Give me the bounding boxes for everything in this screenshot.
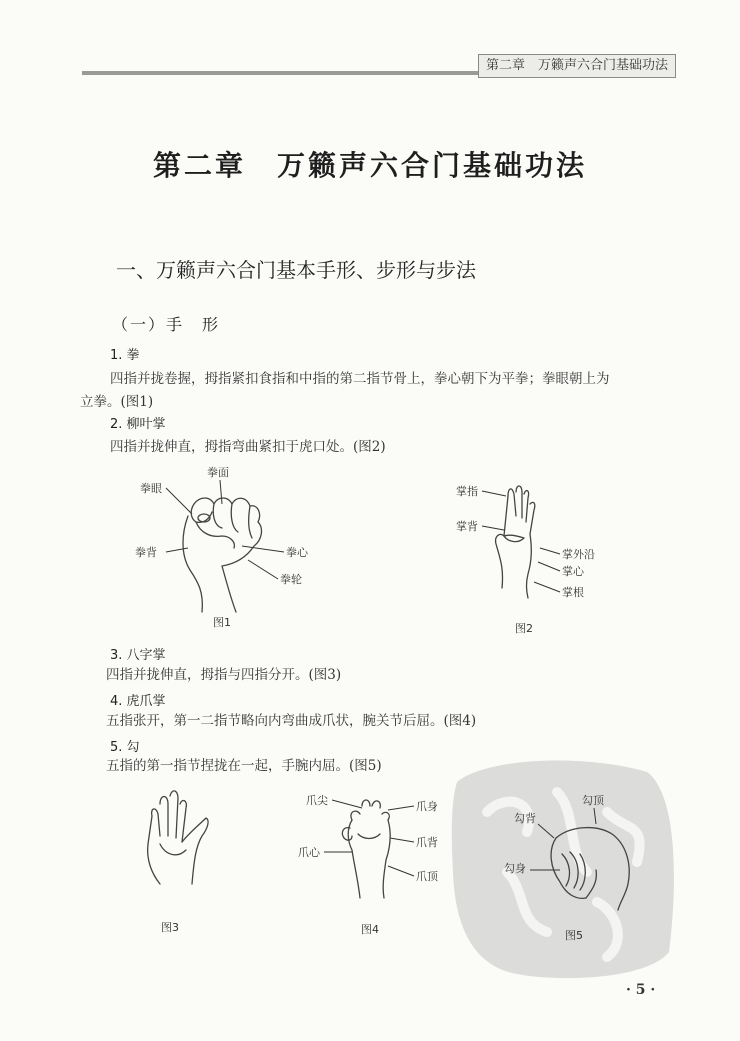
figure-1-fist (130, 462, 340, 622)
fig5-label-top: 勾顶 (582, 794, 604, 807)
fig1-label-face: 拳面 (207, 466, 229, 479)
item-text-fist-line1: 四指并拢卷握，拇指紧扣食指和中指的第二指节骨上，拳心朝下为平拳；拳眼朝上为 (110, 371, 610, 387)
fig1-label-eye: 拳眼 (140, 482, 162, 495)
fig4-label-back: 爪背 (416, 836, 438, 849)
running-header: 第二章 万籁声六合门基础功法 (478, 54, 676, 78)
fig1-caption: 图1 (213, 616, 231, 629)
item-heading-tiger-claw: 4. 虎爪掌 (110, 694, 166, 709)
fist-drawing (183, 498, 261, 612)
header-rule (82, 71, 478, 75)
item-text-fist-line2: 立拳。(图1) (80, 394, 154, 410)
item-heading-hook: 5. 勾 (110, 740, 140, 755)
figure-2-willow-palm (448, 478, 618, 608)
fig2-label-fingers: 掌指 (456, 485, 478, 498)
willow-palm-drawing (496, 486, 535, 598)
fig4-label-body: 爪身 (416, 800, 438, 813)
fig2-caption: 图2 (515, 622, 533, 635)
fig1-label-wheel: 拳轮 (280, 573, 302, 586)
item-text-tiger-claw: 五指张开，第一二指节略向内弯曲成爪状，腕关节后屈。(图4) (106, 713, 477, 729)
fig4-label-tip: 爪尖 (306, 794, 328, 807)
section-heading: 一、万籁声六合门基本手形、步形与步法 (116, 258, 476, 282)
figure-4-tiger-claw (296, 790, 456, 900)
fig5-caption: 图5 (565, 929, 583, 942)
page-number: · 5 · (626, 982, 656, 998)
fig2-label-palm-root: 掌根 (562, 586, 584, 599)
fig1-label-heart: 拳心 (286, 546, 308, 559)
fig1-label-back: 拳背 (135, 546, 157, 559)
fig2-label-outer-edge: 掌外沿 (562, 548, 595, 561)
item-text-eight-palm: 四指并拢伸直，拇指与四指分开。(图3) (106, 667, 342, 683)
item-text-willow-palm: 四指并拢伸直，拇指弯曲紧扣于虎口处。(图2) (110, 439, 386, 455)
fig2-label-palm-heart: 掌心 (562, 565, 584, 578)
item-heading-fist: 1. 拳 (110, 348, 140, 363)
tiger-claw-drawing (342, 800, 390, 898)
fig5-label-body: 勾身 (504, 862, 526, 875)
chapter-title: 第二章 万籁声六合门基础功法 (152, 149, 587, 182)
fig4-label-top: 爪顶 (416, 870, 438, 883)
hook-drawing (551, 828, 629, 910)
figure-3-eight-palm (130, 784, 220, 894)
fig4-caption: 图4 (361, 923, 379, 936)
item-text-hook: 五指的第一指节捏拢在一起，手腕内屈。(图5) (106, 758, 382, 774)
eight-palm-drawing (148, 791, 208, 884)
fig4-label-heart: 爪心 (298, 846, 320, 859)
item-heading-eight-palm: 3. 八字掌 (110, 648, 166, 663)
fig2-label-back: 掌背 (456, 520, 478, 533)
fig5-label-back: 勾背 (514, 812, 536, 825)
figure-5-hook (500, 790, 640, 910)
fig3-caption: 图3 (161, 921, 179, 934)
item-heading-willow-palm: 2. 柳叶掌 (110, 417, 166, 432)
subsection-heading: （一）手 形 (112, 315, 221, 334)
